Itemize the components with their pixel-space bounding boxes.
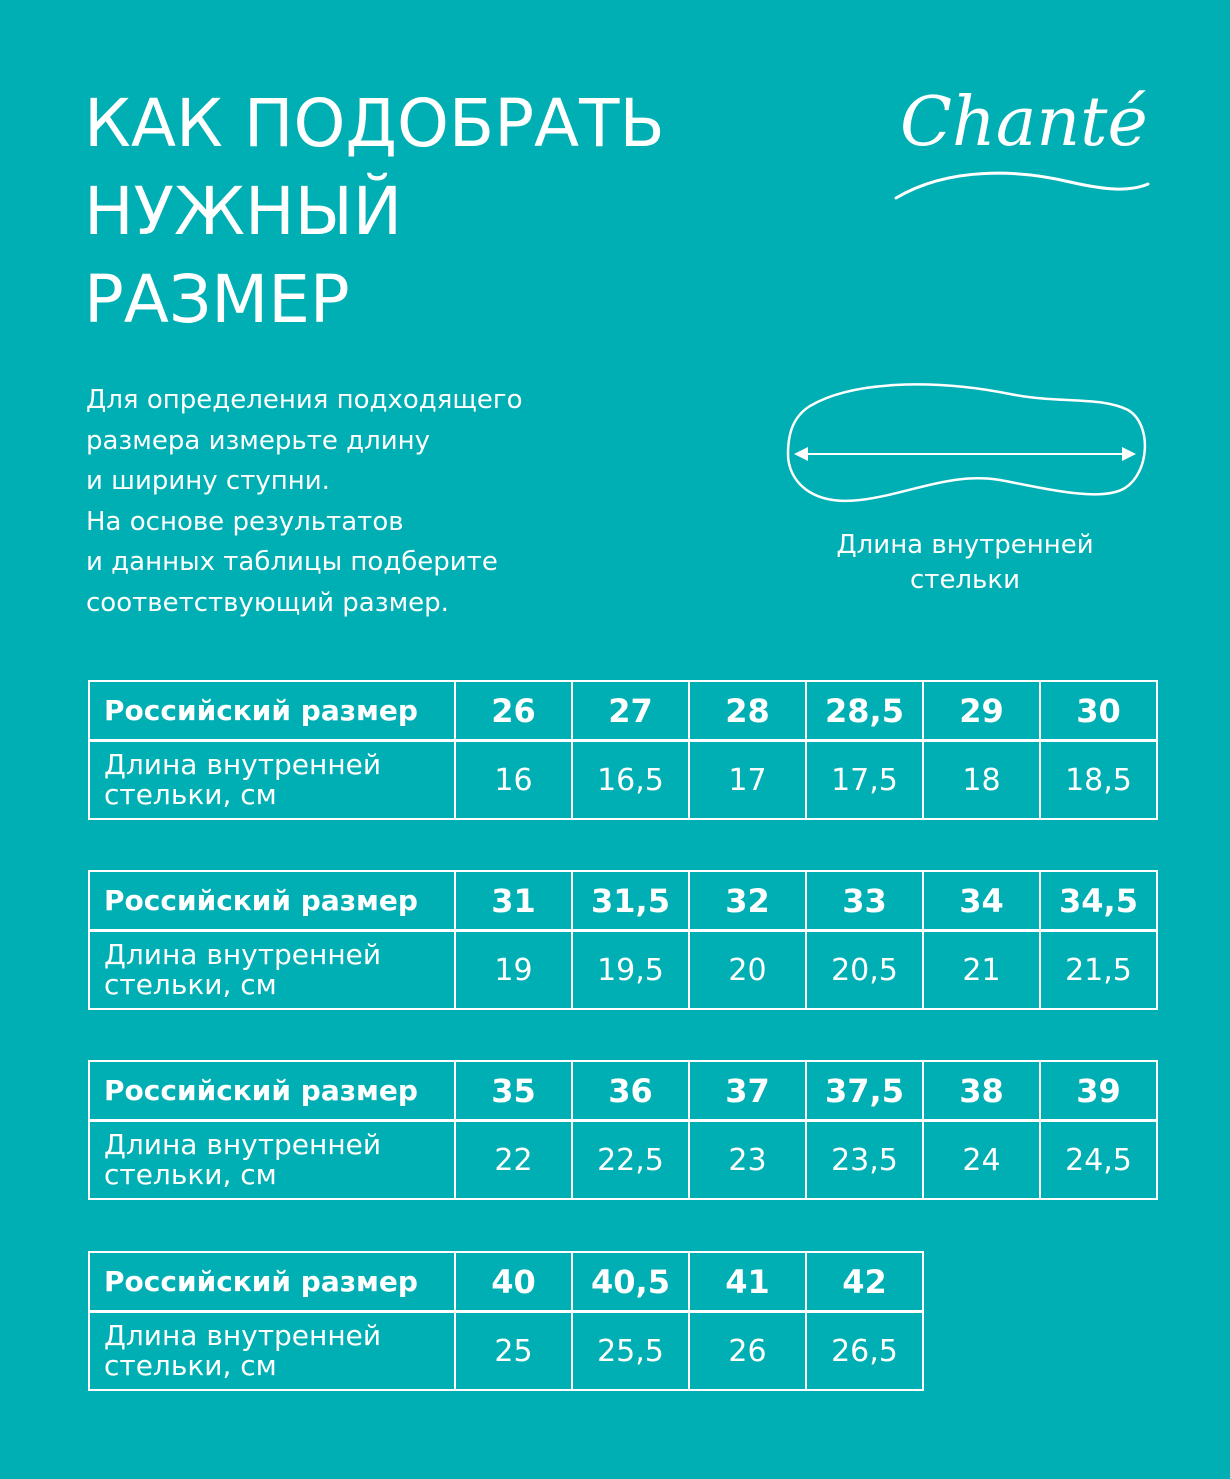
size-row [89,1252,923,1312]
length-row-label [89,1312,455,1391]
intro-line: соответствующий размер. [86,587,449,618]
length-cell: 26 [689,1312,806,1391]
size-cell: 29 [923,681,1040,741]
length-cell: 19 [455,931,572,1010]
length-cell: 18,5 [1040,741,1157,820]
length-cell: 25 [455,1312,572,1391]
size-cell: 26 [455,681,572,741]
intro-line: Для определения подходящего [86,385,523,415]
length-label-line: стельки, см [104,1158,277,1191]
size-cell: 39 [1040,1061,1157,1121]
intro-line: На основе результатов [86,506,404,537]
size-cell: 37,5 [806,1061,923,1121]
size-table-1 [88,680,1158,820]
length-row-label [89,931,455,1010]
size-cell: 37 [689,1061,806,1121]
length-cell: 24 [923,1121,1040,1200]
size-row-label: Российский размер [89,1061,455,1121]
size-row [89,1061,1157,1121]
length-cell: 21,5 [1040,931,1157,1010]
length-cell: 22,5 [572,1121,689,1200]
size-table-2 [88,870,1158,1010]
size-cell: 36 [572,1061,689,1121]
length-cell: 25,5 [572,1312,689,1391]
size-row [89,681,1157,741]
size-row-label: Российский размер [89,871,455,931]
size-cell: 34,5 [1040,871,1157,931]
length-row [89,1312,923,1391]
size-cell: 27 [572,681,689,741]
length-label-line: стельки, см [104,778,277,811]
page-title [84,80,665,344]
insole-outline-icon [780,380,1150,510]
length-cell: 18 [923,741,1040,820]
size-cell: 34 [923,871,1040,931]
size-cell: 31 [455,871,572,931]
length-cell: 23 [689,1121,806,1200]
length-cell: 26,5 [806,1312,923,1391]
length-cell: 17 [689,741,806,820]
length-cell: 24,5 [1040,1121,1157,1200]
size-row-label: Российский размер [89,681,455,741]
size-cell: 28,5 [806,681,923,741]
intro-line: размера измерьте длину [86,425,431,456]
logo-swash-icon [890,70,1160,210]
length-label-line: стельки, см [104,968,277,1001]
length-row [89,931,1157,1010]
size-row-label: Российский размер [89,1252,455,1312]
length-cell: 16,5 [572,741,689,820]
length-label-line: Длина внутренней [104,938,382,971]
size-cell: 40 [455,1252,572,1312]
intro-text [86,380,522,623]
size-table-4 [88,1251,924,1391]
length-cell: 16 [455,741,572,820]
size-cell: 32 [689,871,806,931]
insole-caption-line: Длина внутренней [836,530,1094,560]
length-cell: 21 [923,931,1040,1010]
size-cell: 31,5 [572,871,689,931]
length-cell: 19,5 [572,931,689,1010]
length-cell: 17,5 [806,741,923,820]
size-cell: 38 [923,1061,1040,1121]
page-title-line-2: НУЖНЫЙ [84,173,403,250]
intro-line: и ширину ступни. [86,466,330,496]
brand-logo [890,70,1160,210]
size-cell: 35 [455,1061,572,1121]
length-label-line: Длина внутренней [104,1128,382,1161]
length-label-line: Длина внутренней [104,748,382,781]
length-label-line: стельки, см [104,1349,277,1382]
length-label-line: Длина внутренней [104,1319,382,1352]
page-title-line-1: КАК ПОДОБРАТЬ [84,85,665,162]
size-row [89,871,1157,931]
size-cell: 41 [689,1252,806,1312]
brand-name: Chanté [900,83,1148,162]
size-cell: 40,5 [572,1252,689,1312]
insole-caption [780,528,1150,598]
length-row-label [89,1121,455,1200]
length-row [89,1121,1157,1200]
size-cell: 28 [689,681,806,741]
length-row [89,741,1157,820]
insole-caption-line: стельки [910,565,1020,595]
length-cell: 20,5 [806,931,923,1010]
size-cell: 30 [1040,681,1157,741]
size-cell: 42 [806,1252,923,1312]
length-cell: 22 [455,1121,572,1200]
length-cell: 20 [689,931,806,1010]
length-row-label [89,741,455,820]
intro-line: и данных таблицы подберите [86,547,498,577]
size-table-3 [88,1060,1158,1200]
length-cell: 23,5 [806,1121,923,1200]
page-title-line-3: РАЗМЕР [84,261,350,338]
size-cell: 33 [806,871,923,931]
